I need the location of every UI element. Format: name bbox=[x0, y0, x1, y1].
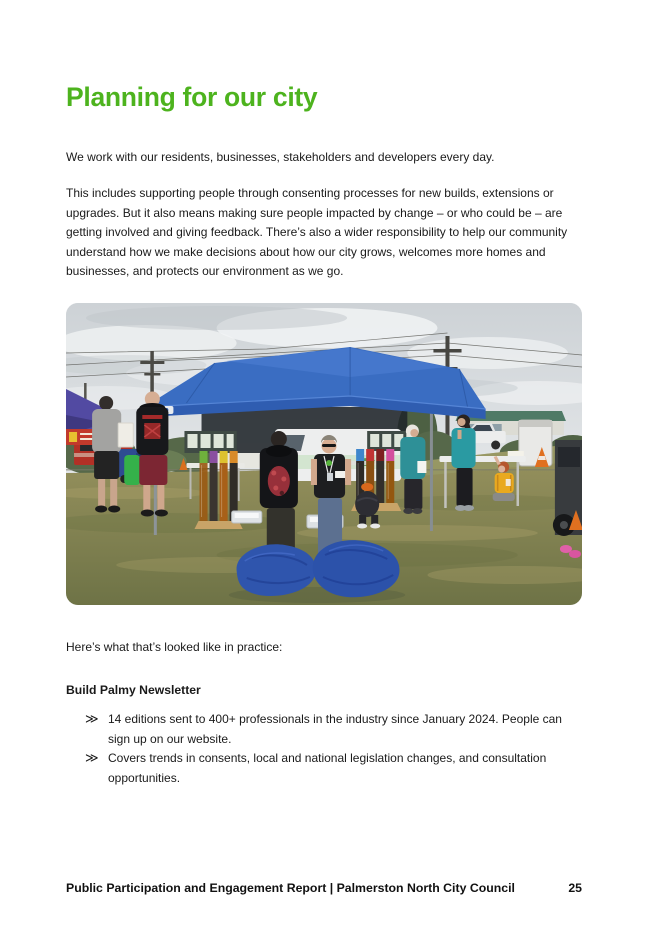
list-item-text: Covers trends in consents, local and national legislation changes, and consultation opportunities. bbox=[108, 751, 547, 785]
event-photo bbox=[66, 303, 582, 605]
chevron-bullet-icon: ≫ bbox=[85, 712, 99, 727]
intro-paragraph: We work with our residents, businesses, stakeholders and developers every day. bbox=[66, 150, 495, 164]
subheading-build-palmy-newsletter: Build Palmy Newsletter bbox=[66, 683, 201, 697]
list-item bbox=[66, 710, 582, 749]
practice-line: Here’s what that’s looked like in practice: bbox=[66, 640, 283, 654]
list-item-text: 14 editions sent to 400+ professionals in the industry since January 2024. People can sign up on our website. bbox=[108, 712, 562, 746]
page-footer bbox=[66, 881, 582, 895]
page-title: Planning for our city bbox=[66, 82, 318, 112]
bullet-list bbox=[66, 710, 582, 788]
event-photo-illustration bbox=[66, 303, 582, 605]
body-paragraph: This includes supporting people through consenting processes for new builds, extensions or upgrades. But it also means making sure people impacted by change – or who could be – are getting involved and giving feedback. There’s also a wider responsibility to help our community understand how we make decisions about how our city grows, welcomes more homes and businesses, and protects our environment as we go. bbox=[66, 186, 568, 278]
chevron-bullet-icon: ≫ bbox=[85, 751, 99, 766]
footer-text: Public Participation and Engagement Report | Palmerston North City Council bbox=[66, 881, 515, 895]
list-item bbox=[66, 749, 582, 788]
page-number: 25 bbox=[568, 881, 582, 895]
